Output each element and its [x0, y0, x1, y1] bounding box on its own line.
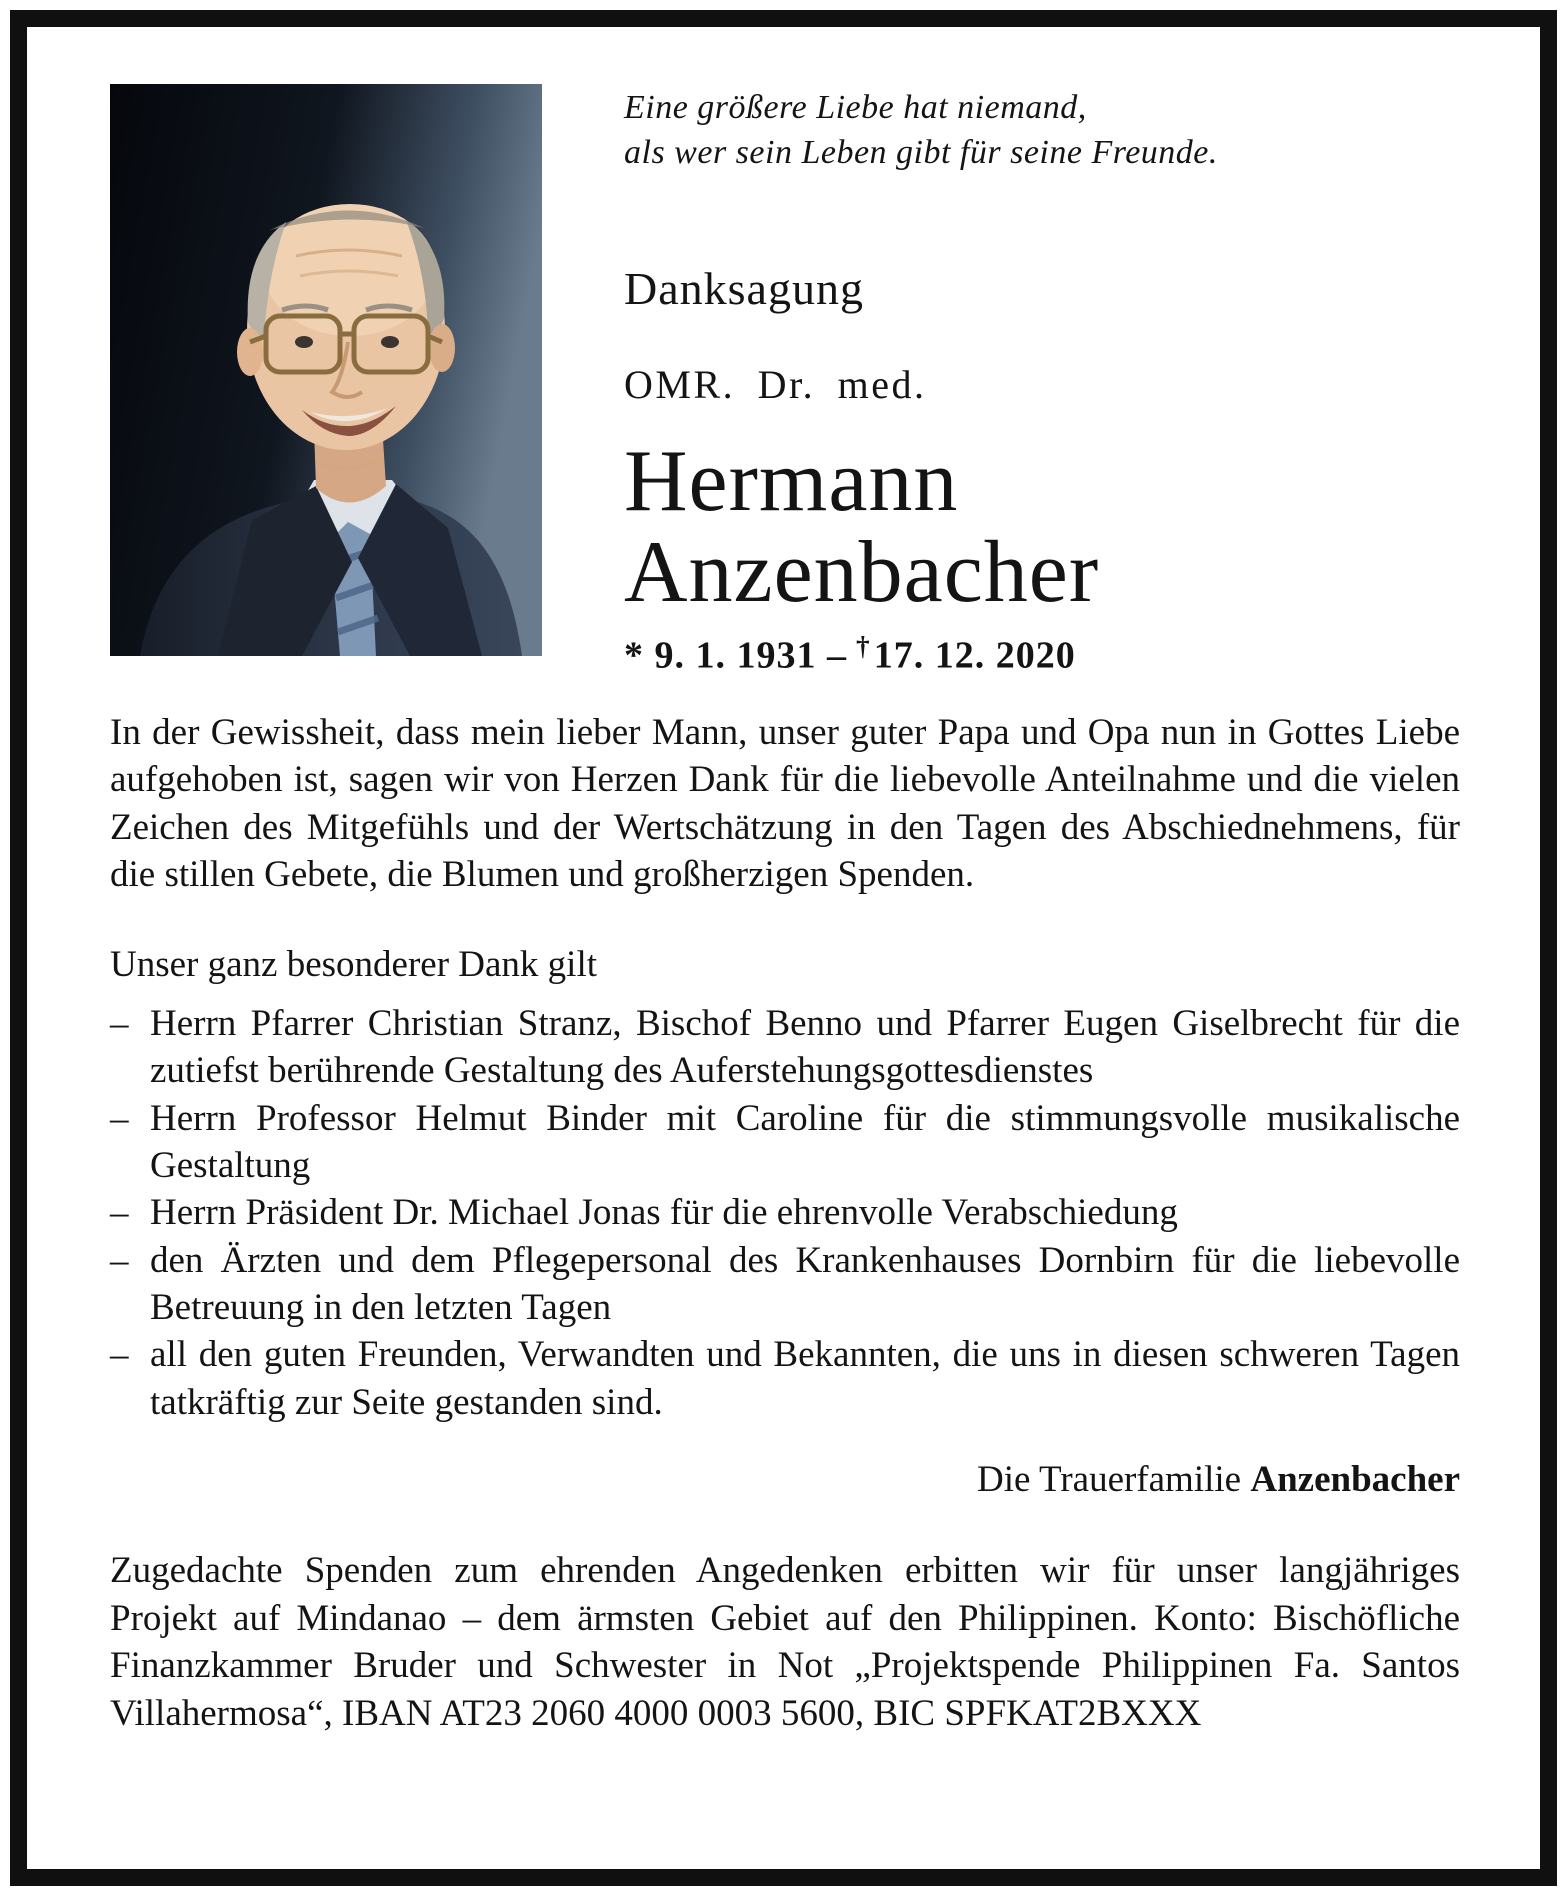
dash-marker: –: [110, 1002, 129, 1044]
thanks-item: [110, 1189, 1460, 1236]
thanks-list: [110, 1000, 1460, 1426]
epigraph: [624, 86, 1460, 176]
signature-prefix: Die Trauerfamilie: [977, 1459, 1251, 1501]
page-content: [110, 84, 1460, 1737]
donation-paragraph: Zugedachte Spenden zum ehrenden Angedenken erbitten wir für unser langjähriges Projekt auf Mindanao – dem ärmsten Gebiet auf den Philippinen. Konto: Bischöfliche Finanzkammer Bruder und Schwester in Not „Projektspende Philippinen Fa. Santos Villahermosa“, IBAN AT23 2060 4000 0003 5600, BIC SPFKAT2BXXX: [110, 1550, 1460, 1734]
life-dates: [624, 631, 1460, 677]
deceased-first-name: Hermann: [624, 432, 959, 530]
thanks-item: [110, 1237, 1460, 1332]
epigraph-line-1: Eine größere Liebe hat niemand,: [624, 89, 1087, 126]
thanks-item: [110, 1000, 1460, 1095]
thanks-item-text: Herrn Professor Helmut Binder mit Caroline für die stimmungsvolle musikalische Gestaltung: [150, 1097, 1460, 1186]
dash-marker: –: [110, 1097, 129, 1139]
dagger-symbol: †: [856, 630, 871, 661]
thanks-item-text: all den guten Freunden, Verwandten und Bekannten, die uns in diesen schweren Tagen tatkräftig zur Seite gestanden sind.: [150, 1334, 1460, 1423]
dash-marker: –: [110, 1239, 129, 1281]
dash-marker: –: [110, 1334, 129, 1376]
death-date: 17. 12. 2020: [873, 634, 1076, 677]
portrait-illustration: [110, 84, 542, 656]
epigraph-line-2: als wer sein Leben gibt für seine Freunde.: [624, 133, 1218, 171]
family-signature: [110, 1456, 1460, 1503]
thanks-item: [110, 1095, 1460, 1190]
birth-date: * 9. 1. 1931 –: [624, 634, 847, 677]
thanks-item-text: Herrn Pfarrer Christian Stranz, Bischof Benno und Pfarrer Eugen Giselbrecht für die zutiefst berührende Gestaltung des Auferstehungsgottesdienstes: [150, 1002, 1460, 1092]
gratitude-paragraph: In der Gewissheit, dass mein lieber Mann, unser guter Papa und Opa nun in Gottes Liebe aufgehoben ist, sagen wir von Herzen Dank für die liebevolle Anteilnahme und die vielen Zeichen des Mitgefühls und der Wertschätzung in den Tagen des Abschiednehmens, für die stillen Gebete, die Blumen und großherzigen Spenden.: [110, 712, 1460, 896]
deceased-last-name: Anzenbacher: [624, 524, 1100, 622]
signature-family-name: Anzenbacher: [1250, 1459, 1460, 1501]
academic-title: OMR. Dr. med.: [624, 361, 927, 407]
notice-type-heading: Danksagung: [624, 262, 864, 314]
thanks-intro: Unser ganz besonderer Dank gilt: [110, 943, 597, 985]
deceased-name: [624, 432, 1460, 622]
header-section: [110, 84, 1460, 677]
header-text-column: [624, 84, 1460, 677]
thanks-item: [110, 1331, 1460, 1426]
dash-marker: –: [110, 1192, 129, 1234]
thanks-item-text: den Ärzten und dem Pflegepersonal des Krankenhauses Dornbirn für die liebevolle Betreuung in den letzten Tagen: [150, 1239, 1460, 1329]
portrait-photo: [110, 84, 542, 656]
thanks-item-text: Herrn Präsident Dr. Michael Jonas für die ehrenvolle Verabschiedung: [150, 1192, 1178, 1234]
